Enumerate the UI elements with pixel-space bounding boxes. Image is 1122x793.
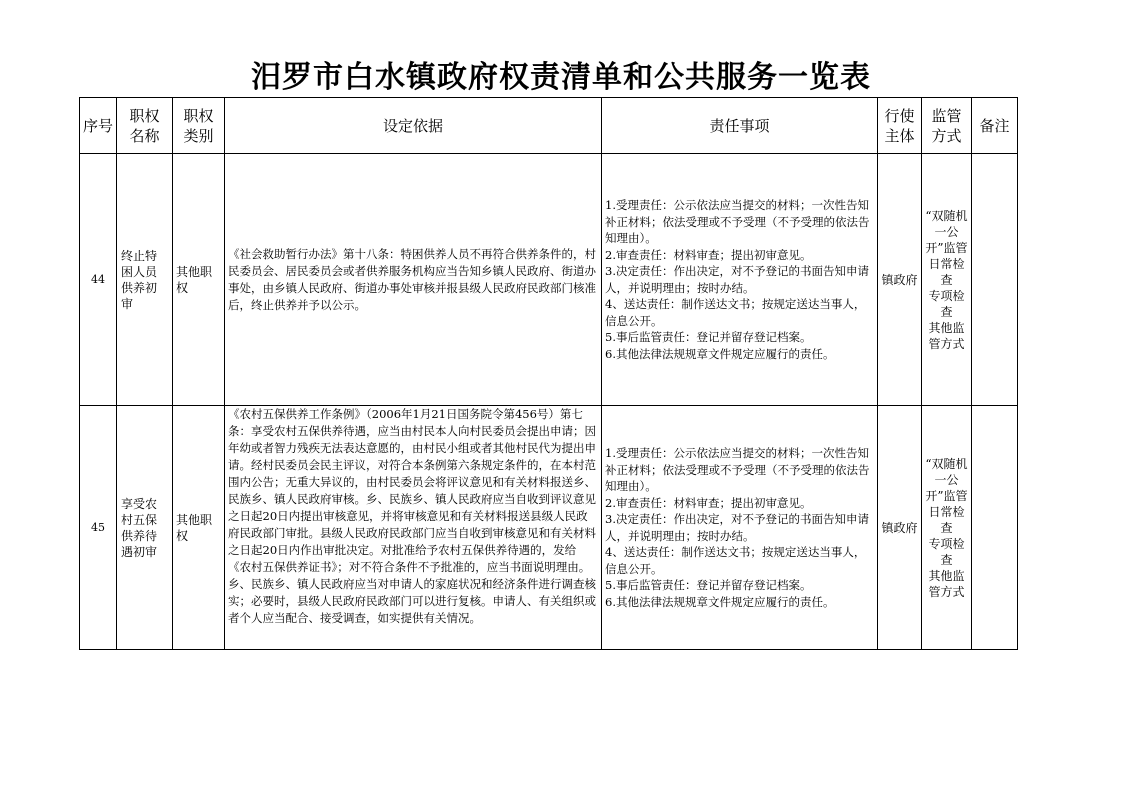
header-no: 序号 [80, 98, 117, 154]
duty-item: 3.决定责任：作出决定，对不予登记的书面告知申请人，并说明理由；按时办结。 [605, 512, 869, 543]
supervise-item: “双随机一公开”监管 [925, 456, 968, 503]
duty-item: 5.事后监管责任：登记并留存登记档案。 [605, 578, 812, 592]
row-duties [602, 154, 878, 406]
supervise-item: “双随机一公开”监管 [925, 208, 968, 255]
row-duties [602, 406, 878, 650]
row-power-type: 其他职权 [173, 154, 225, 406]
header-subject: 行使 主体 [878, 98, 922, 154]
table-row [80, 406, 1018, 650]
row-remark [972, 406, 1018, 650]
row-power-type: 其他职权 [173, 406, 225, 650]
duty-item: 2.审查责任：材料审查；提出初审意见。 [605, 247, 812, 262]
supervise-item: 专项检查 [928, 288, 965, 319]
duty-list-table [79, 97, 1018, 650]
duty-item: 6.其他法律法规规章文件规定应履行的责任。 [605, 594, 835, 609]
header-basis: 设定依据 [225, 98, 602, 154]
row-basis-text: 《农村五保供养工作条例》（2006年1月21日国务院令第456号）第七条：享受农村五保供养待遇，应当由村民本人向村民委员会提出申请；因年幼或者智力残疾无法表达意愿的，由村民小组或者其他村民代为提出申请。经村民委员会民主评议，对符合本条例第六条规定条件的，在本村范围内公告；无重大异议的，由村民委员会将评议意见和有关材料报送乡、民族乡、镇人民政府审核。乡、民族乡、镇人民政府应当自收到评议意见之日起20日内提出审核意见，并将审核意见和有关材料报送县级人民政府民政部门审批。县级人民政府民政部门应当自收到审核意见和有关材料之日起20日内作出审批决定。对批准给予农村五保供养待遇的，发给《农村五保供养证书》；对不符合条件不予批准的，应当书面说明理由。乡、民族乡、镇人民政府应当对申请人的家庭状况和经济条件进行调查核实；必要时，县级人民政府民政部门可以进行复核。申请人、有关组织或者个人应当配合、接受调查，如实提供有关情况。 [228, 407, 596, 625]
row-basis: 《社会救助暂行办法》第十八条：特困供养人员不再符合供养条件的，村民委员会、居民委员会或者供养服务机构应当告知乡镇人民政府、街道办事处，由乡镇人民政府、街道办事处审核并报县级人民政府民政部门核准后，终止供养并予以公示。 [225, 154, 602, 406]
duty-item: 5.事后监管责任：登记并留存登记档案。 [605, 330, 812, 344]
supervise-item: 其他监管方式 [928, 568, 965, 599]
table-row [80, 154, 1018, 406]
supervise-item: 日常检查 [928, 504, 965, 535]
table-header-row [80, 98, 1018, 154]
row-supervise [922, 154, 972, 406]
duty-item: 2.审查责任：材料审查；提出初审意见。 [605, 495, 812, 510]
row-supervise [922, 406, 972, 650]
row-subject: 镇政府 [878, 406, 922, 650]
row-remark [972, 154, 1018, 406]
duty-item: 3.决定责任：作出决定，对不予登记的书面告知申请人，并说明理由；按时办结。 [605, 264, 869, 295]
header-power-type: 职权 类别 [173, 98, 225, 154]
supervise-item: 日常检查 [928, 256, 965, 287]
duty-item: 6.其他法律法规规章文件规定应履行的责任。 [605, 346, 835, 361]
duty-item: 4、送达责任：制作送达文书；按规定送达当事人，信息公开。 [605, 297, 866, 328]
header-duty: 责任事项 [602, 98, 878, 154]
row-subject: 镇政府 [878, 154, 922, 406]
row-no: 45 [80, 406, 117, 650]
supervise-item: 专项检查 [928, 536, 965, 567]
row-basis [225, 406, 602, 650]
duty-item: 4、送达责任：制作送达文书；按规定送达当事人，信息公开。 [605, 545, 866, 576]
header-remark: 备注 [972, 98, 1018, 154]
duty-item: 1.受理责任：公示依法应当提交的材料；一次性告知补正材料；依法受理或不予受理（不予受理的依法告知理由）。 [605, 198, 870, 245]
header-power-name: 职权 名称 [117, 98, 173, 154]
page-title: 汨罗市白水镇政府权责清单和公共服务一览表 [251, 60, 871, 95]
duty-item: 1.受理责任：公示依法应当提交的材料；一次性告知补正材料；依法受理或不予受理（不予受理的依法告知理由）。 [605, 446, 870, 493]
row-power-name: 终止特困人员供养初审 [117, 154, 173, 406]
header-supervise: 监管 方式 [922, 98, 972, 154]
row-power-name: 享受农村五保供养待遇初审 [117, 406, 173, 650]
supervise-item: 其他监管方式 [928, 320, 965, 351]
row-no: 44 [80, 154, 117, 406]
